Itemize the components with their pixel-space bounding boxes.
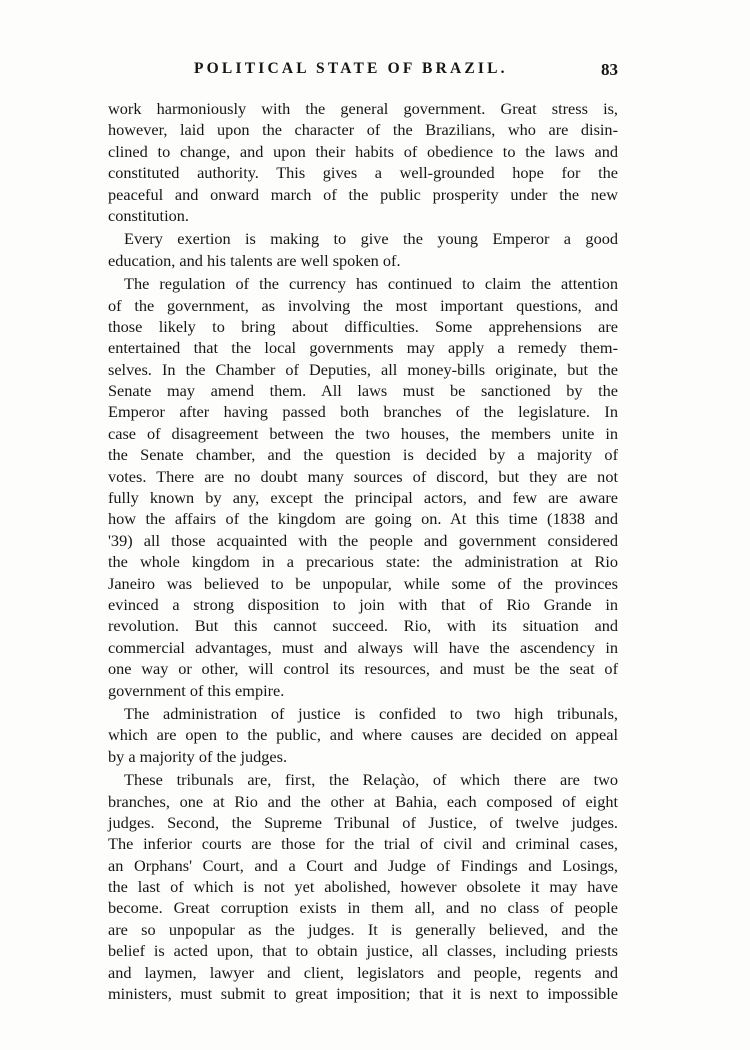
text-line: branches, one at Rio and the other at Bahia, each composed of eight (108, 791, 618, 811)
text-line: of the government, as involving the most important questions, and (108, 295, 618, 315)
text-line: votes. There are no doubt many sources of discord, but they are not (108, 466, 618, 486)
text-line: clined to change, and upon their habits of obedience to the laws and (108, 141, 618, 161)
text-line: case of disagreement between the two houses, the members unite in (108, 423, 618, 443)
page-number: 83 (601, 60, 618, 79)
running-head (108, 60, 618, 84)
text-line: the whole kingdom in a precarious state: the administration at Rio (108, 552, 618, 572)
text-line: peaceful and onward march of the public prosperity under the new (108, 184, 618, 204)
body-text (108, 98, 618, 1006)
text-line: the last of which is not yet abolished, however obsolete it may have (108, 877, 618, 897)
paragraph (108, 769, 618, 1004)
text-line: become. Great corruption exists in them all, and no class of people (108, 898, 618, 918)
text-line: are so unpopular as the judges. It is generally believed, and the (108, 919, 618, 939)
text-line: belief is acted upon, that to obtain justice, all classes, including priests (108, 941, 618, 961)
text-line: fully known by any, except the principal actors, and few are aware (108, 488, 618, 508)
text-line: one way or other, will control its resources, and must be the seat of (108, 659, 618, 679)
text-line: The regulation of the currency has continued to claim the attention (124, 274, 618, 294)
text-line: the Senate chamber, and the question is decided by a majority of (108, 445, 618, 465)
text-line: selves. In the Chamber of Deputies, all money-bills originate, but the (108, 359, 618, 379)
text-line: and laymen, lawyer and client, legislators and people, regents and (108, 962, 618, 982)
text-line: work harmoniously with the general government. Great stress is, (108, 99, 618, 118)
text-line: Senate may amend them. All laws must be sanctioned by the (108, 381, 618, 401)
text-line: Every exertion is making to give the young Emperor a good (124, 229, 618, 249)
text-line: education, and his talents are well spoken of. (108, 250, 401, 270)
text-line: ministers, must submit to great imposition; that it is next to impossible (108, 984, 618, 1004)
paragraph (108, 98, 618, 226)
text-line: entertained that the local governments may apply a remedy them- (108, 338, 618, 358)
text-line: which are open to the public, and where causes are decided on appeal (108, 725, 618, 745)
text-line: constituted authority. This gives a well-grounded hope for the (108, 163, 618, 183)
text-line: those likely to bring about difficulties. Some apprehensions are (108, 316, 618, 336)
paragraph (108, 228, 618, 271)
text-line: by a majority of the judges. (108, 746, 288, 766)
text-line: The inferior courts are those for the trial of civil and criminal cases, (108, 834, 618, 854)
text-line: government of this empire. (108, 680, 285, 700)
text-line: evinced a strong disposition to join with that of Rio Grande in (108, 594, 618, 614)
text-line: however, laid upon the character of the Brazilians, who are disin- (108, 120, 618, 140)
paragraph (108, 703, 618, 767)
text-line: '39) all those acquainted with the people and government considered (108, 530, 618, 550)
text-line: Janeiro was believed to be unpopular, while some of the provinces (108, 573, 618, 593)
text-line: constitution. (108, 205, 189, 225)
text-line: an Orphans' Court, and a Court and Judge of Findings and Losings, (108, 855, 618, 875)
text-line: revolution. But this cannot succeed. Rio, with its situation and (108, 616, 618, 636)
paragraph (108, 273, 618, 701)
text-line: These tribunals are, first, the Relaçào, of which there are two (124, 770, 618, 790)
running-title: POLITICAL STATE OF BRAZIL. (194, 60, 508, 77)
text-line: The administration of justice is confided to two high tribunals, (124, 703, 618, 723)
text-line: judges. Second, the Supreme Tribunal of Justice, of twelve judges. (108, 812, 618, 832)
text-line: Emperor after having passed both branches of the legislature. In (108, 402, 618, 422)
text-line: how the affairs of the kingdom are going on. At this time (1838 and (108, 509, 618, 529)
text-line: commercial advantages, must and always will have the ascendency in (108, 637, 618, 657)
